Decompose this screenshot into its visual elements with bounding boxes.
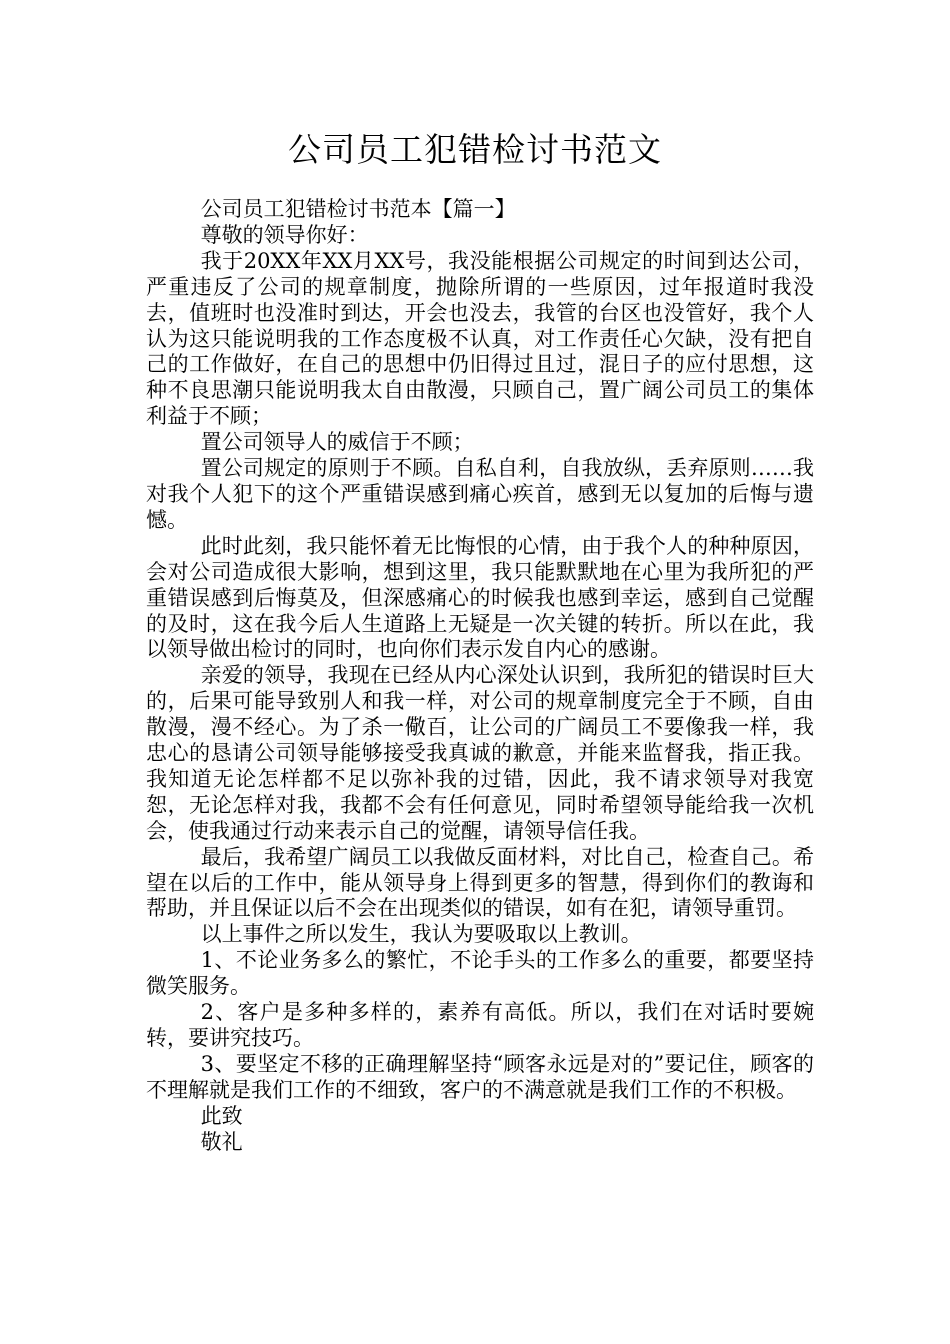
lesson-item-1: 1、不论业务多么的繁忙，不论手头的工作多么的重要，都要坚持微笑服务。: [146, 948, 814, 999]
lesson-item-3: 3、要坚定不移的正确理解坚持“顾客永远是对的”要记住，顾客的不理解就是我们工作的不细致，客户的不满意就是我们工作的不积极。: [146, 1051, 814, 1102]
closing-line: 此致: [200, 1103, 243, 1128]
document-body: [146, 197, 814, 1156]
document-title: 公司员工犯错检讨书范文: [288, 130, 662, 169]
paragraph-authority: 置公司领导人的威信于不顾；: [200, 430, 474, 455]
paragraph-reflection: 此时此刻，我只能怀着无比悔恨的心情，由于我个人的种种原因，会对公司造成很大影响，想到这里，我只能默默地在心里为我所犯的严重错误感到后悔莫及，但深感痛心的时候我也感到幸运，感到自己觉醒的及时，这在我今后人生道路上无疑是一次关键的转折。所以在此，我以领导做出检讨的同时，也向你们表示发自内心的感谢。: [146, 533, 814, 662]
paragraph-conclusion: 最后，我希望广阔员工以我做反面材料，对比自己，检查自己。希望在以后的工作中，能从领导身上得到更多的智慧，得到你们的教诲和帮助，并且保证以后不会在出现类似的错误，如有在犯，请领导重罚。: [146, 844, 814, 921]
section-heading: 公司员工犯错检讨书范本【篇一】: [200, 197, 516, 221]
paragraph-lessons-intro: 以上事件之所以发生，我认为要吸取以上教训。: [200, 922, 642, 947]
closing-regards: 敬礼: [200, 1129, 243, 1154]
lesson-item-2: 2、客户是多种多样的，素养有高低。所以，我们在对话时要婉转，要讲究技巧。: [146, 1000, 814, 1050]
paragraph-apology: 亲爱的领导，我现在已经从内心深处认识到，我所犯的错误时巨大的，后果可能导致别人和我一样，对公司的规章制度完全于不顾，自由散漫，漫不经心。为了杀一儆百，让公司的广阔员工不要像我一样，我忠心的恳请公司领导能够接受我真诚的歉意，并能来监督我，指正我。我知道无论怎样都不足以弥补我的过错，因此，我不请求领导对我宽恕，无论怎样对我，我都不会有任何意见，同时希望领导能给我一次机会，使我通过行动来表示自己的觉醒，请领导信任我。: [146, 663, 814, 843]
paragraph-incident: 我于20XX年XX月XX号，我没能根据公司规定的时间到达公司，严重违反了公司的规章制度，抛除所谓的一些原因，过年报道时我没去，值班时也没准时到达，开会也没去，我管的台区也没管好，我个人认为这只能说明我的工作态度极不认真，对工作责任心欠缺，没有把自己的工作做好，在自己的思想中仍旧得过且过，混日子的应付思想，这种不良思潮只能说明我太自由散漫，只顾自己，置广阔公司员工的集体利益于不顾；: [146, 248, 814, 429]
paragraph-principles: 置公司规定的原则于不顾。自私自利，自我放纵，丢弃原则……我对我个人犯下的这个严重错误感到痛心疾首，感到无以复加的后悔与遗憾。: [146, 456, 814, 532]
salutation: 尊敬的领导你好：: [200, 222, 369, 247]
